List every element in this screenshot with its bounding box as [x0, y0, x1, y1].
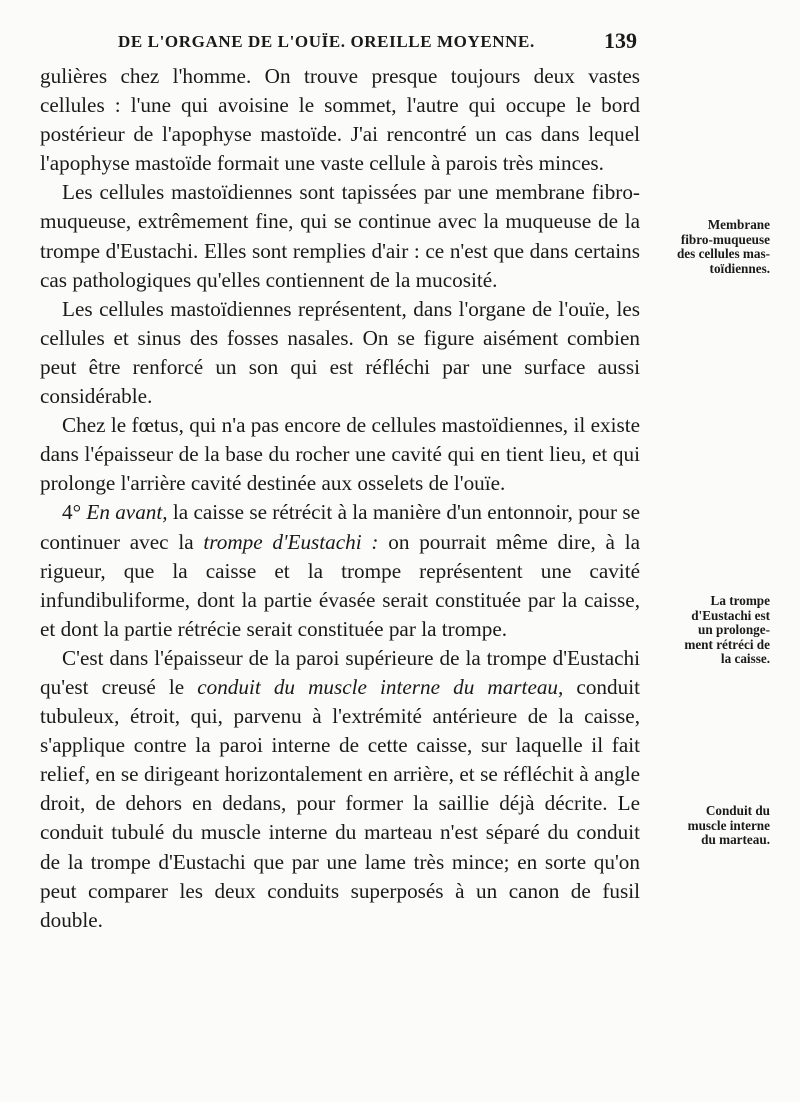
page-number: 139 — [604, 28, 637, 53]
sidenote-line: toïdiennes. — [709, 260, 770, 276]
sidenote-line: du marteau. — [701, 832, 770, 848]
paragraph-2: Les cellules mastoïdiennes sont tapissées par une membrane fibro-muqueuse, extrêmement fine, qui se continue avec la muqueuse de la trompe d'Eustachi. Elles sont remplies d'air : ce n'est que dans certains cas pathologiques qu'elles contiennent de la mucosité. — [40, 180, 640, 292]
sidenote-line: ment rétréci de — [684, 636, 770, 652]
sidenote-membrane — [648, 218, 770, 276]
sidenote-trompe — [648, 594, 770, 667]
italic-lead: En avant, — [86, 500, 168, 525]
italic-term-trompe: trompe d'Eustachi : — [203, 529, 379, 554]
sidenote-line: Conduit du — [705, 803, 770, 818]
sidenote-conduit — [648, 804, 770, 848]
running-head: DE L'ORGANE DE L'OUÏE. OREILLE MOYENNE. — [118, 32, 535, 51]
paragraph-5-text-b: on pourrait même dire, à la rigueur, que la caisse et la trompe représentent une cavité infundibuliforme, dont la partie évasée serait constituée par la caisse, et dont la partie rétrécie serait constituée par la trompe. — [40, 529, 640, 641]
paragraph-4: Chez le fœtus, qui n'a pas encore de cellules mastoïdiennes, il existe dans l'épaisseur de la base du rocher une cavité qui en tient lieu, et qui prolonge l'arrière cavité destinée aux osselets de l'ouïe. — [40, 413, 640, 496]
paragraph-5 — [40, 498, 640, 643]
paragraph-1: gulières chez l'homme. On trouve presque toujours deux vastes cellules : l'une qui avoisine le sommet, l'autre qui occupe le bord postérieur de l'apophyse mastoïde. J'ai rencontré un cas dans lequel l'apophyse mastoïde formait une vaste cellule à parois très minces. — [40, 64, 640, 176]
sidenote-line: un prolonge- — [698, 622, 770, 638]
paragraph-6 — [40, 644, 640, 935]
paragraph-3: Les cellules mastoïdiennes représentent, dans l'organe de l'ouïe, les cellules et sinus des fosses nasales. On se figure aisément combien peut être renforcé un son qui est réfléchi par une surface aussi considérable. — [40, 296, 640, 409]
sidenote-line: fibro-muqueuse — [680, 231, 770, 247]
sidenote-line: muscle interne — [687, 817, 770, 833]
section-number: 4° — [62, 500, 82, 525]
paragraph-6-text-b: conduit tubuleux, étroit, qui, parvenu à l'extrémité antérieure de la caisse, s'applique contre la paroi interne de cette caisse, sur laquelle il fait relief, en se dirigeant horizontalement en arrière, et se réfléchit à angle droit, de dehors en dedans, pour former la saillie déjà décrite. Le conduit tubulé du muscle interne du marteau n'est séparé du conduit de la trompe d'Eustachi que par une lame très mince; en sorte qu'on peut comparer les deux conduits superposés à un canon de fusil double. — [40, 674, 640, 932]
main-text — [40, 62, 640, 935]
paragraph-6-text-a: C'est dans l'épaisseur de la paroi supérieure de la trompe d'Eustachi qu'est creusé le — [40, 645, 640, 699]
paragraph-5-text-a: la caisse se rétrécit à la manière d'un entonnoir, pour se continuer avec la — [40, 500, 641, 554]
sidenote-line: la caisse. — [720, 651, 770, 667]
sidenote-line: d'Eustachi est — [691, 607, 770, 623]
italic-term-conduit: conduit du muscle interne du marteau, — [197, 674, 564, 699]
sidenote-line: Membrane — [707, 217, 770, 232]
sidenote-line: des cellules mas- — [676, 246, 770, 262]
sidenote-line: La trompe — [710, 593, 770, 608]
